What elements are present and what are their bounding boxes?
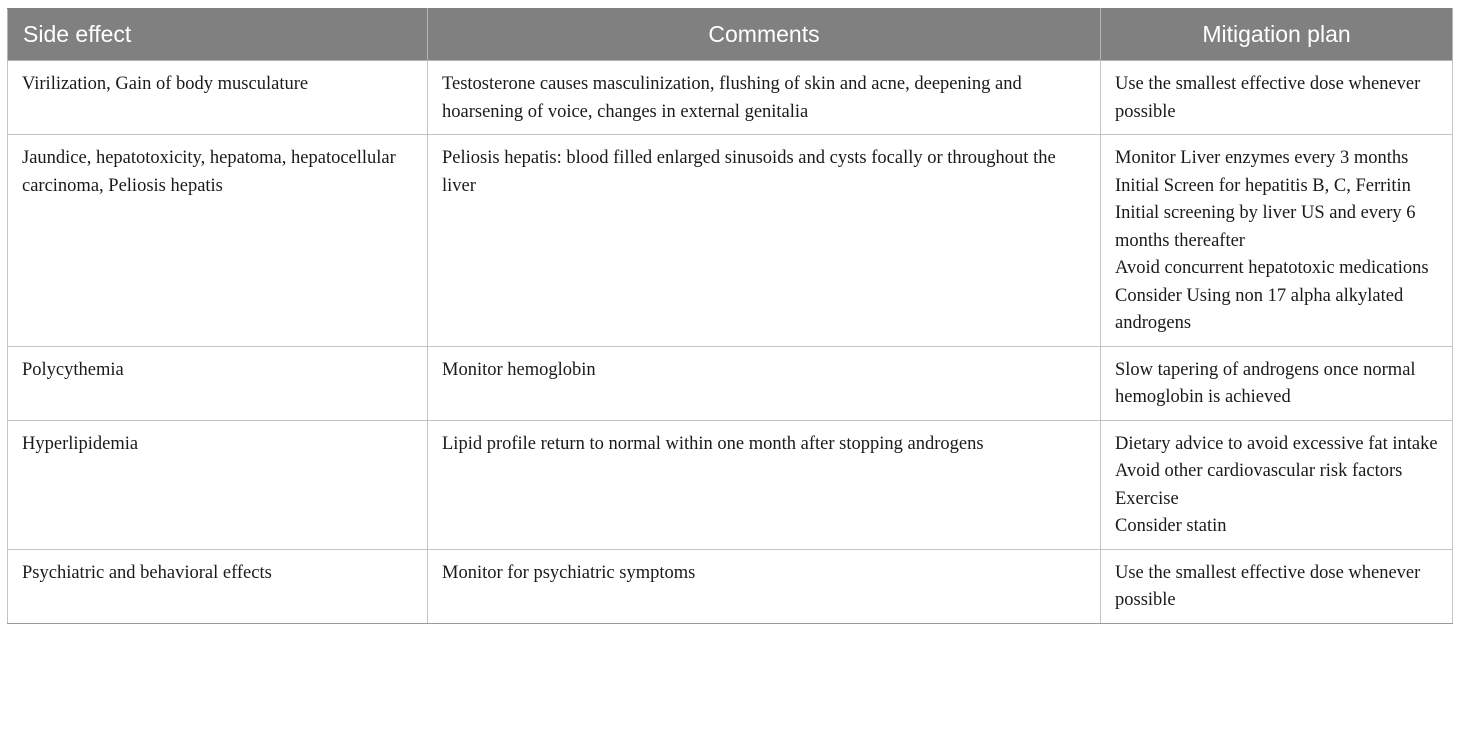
- header-mitigation-plan: Mitigation plan: [1101, 9, 1453, 61]
- mitigation-line: Monitor Liver enzymes every 3 months: [1115, 148, 1409, 168]
- cell-mitigation: [1101, 135, 1453, 347]
- table-row: [8, 346, 1453, 420]
- cell-side-effect: Hyperlipidemia: [8, 420, 428, 549]
- mitigation-line: Initial Screen for hepatitis B, C, Ferritin: [1115, 175, 1411, 196]
- table-header: [8, 9, 1453, 61]
- side-effects-table: [7, 8, 1453, 624]
- cell-side-effect: Virilization, Gain of body musculature: [8, 61, 428, 135]
- mitigation-line: Consider statin: [1115, 516, 1227, 536]
- mitigation-line: Use the smallest effective dose whenever possible: [1115, 562, 1421, 610]
- cell-mitigation: [1101, 61, 1453, 135]
- cell-mitigation: [1101, 420, 1453, 549]
- side-effects-table-container: [7, 8, 1452, 624]
- mitigation-line: Initial screening by liver US and every 6 months thereafter: [1115, 203, 1416, 251]
- cell-side-effect: Polycythemia: [8, 346, 428, 420]
- cell-comments: Lipid profile return to normal within one month after stopping androgens: [428, 420, 1101, 549]
- header-comments: Comments: [428, 9, 1101, 61]
- mitigation-line: Consider Using non 17 alpha alkylated androgens: [1115, 285, 1404, 333]
- cell-side-effect: Jaundice, hepatotoxicity, hepatoma, hepatocellular carcinoma, Peliosis hepatis: [8, 135, 428, 347]
- mitigation-line: Dietary advice to avoid excessive fat intake: [1115, 433, 1438, 454]
- table-row: [8, 420, 1453, 549]
- cell-mitigation: [1101, 549, 1453, 623]
- cell-comments: Peliosis hepatis: blood filled enlarged sinusoids and cysts focally or throughout the liver: [428, 135, 1101, 347]
- mitigation-line: Slow tapering of androgens once normal hemoglobin is achieved: [1115, 359, 1416, 407]
- cell-comments: Testosterone causes masculinization, flushing of skin and acne, deepening and hoarsening of voice, changes in external genitalia: [428, 61, 1101, 135]
- table-row: [8, 549, 1453, 623]
- cell-side-effect: Psychiatric and behavioral effects: [8, 549, 428, 623]
- table-body: [8, 61, 1453, 624]
- mitigation-line: Exercise: [1115, 488, 1179, 509]
- header-row: [8, 9, 1453, 61]
- cell-comments: Monitor hemoglobin: [428, 346, 1101, 420]
- header-side-effect: Side effect: [8, 9, 428, 61]
- cell-mitigation: [1101, 346, 1453, 420]
- mitigation-line: Use the smallest effective dose whenever possible: [1115, 74, 1421, 122]
- table-row: [8, 61, 1453, 135]
- cell-comments: Monitor for psychiatric symptoms: [428, 549, 1101, 623]
- mitigation-line: Avoid concurrent hepatotoxic medications: [1115, 258, 1429, 278]
- mitigation-line: Avoid other cardiovascular risk factors: [1115, 461, 1403, 481]
- table-row: [8, 135, 1453, 347]
